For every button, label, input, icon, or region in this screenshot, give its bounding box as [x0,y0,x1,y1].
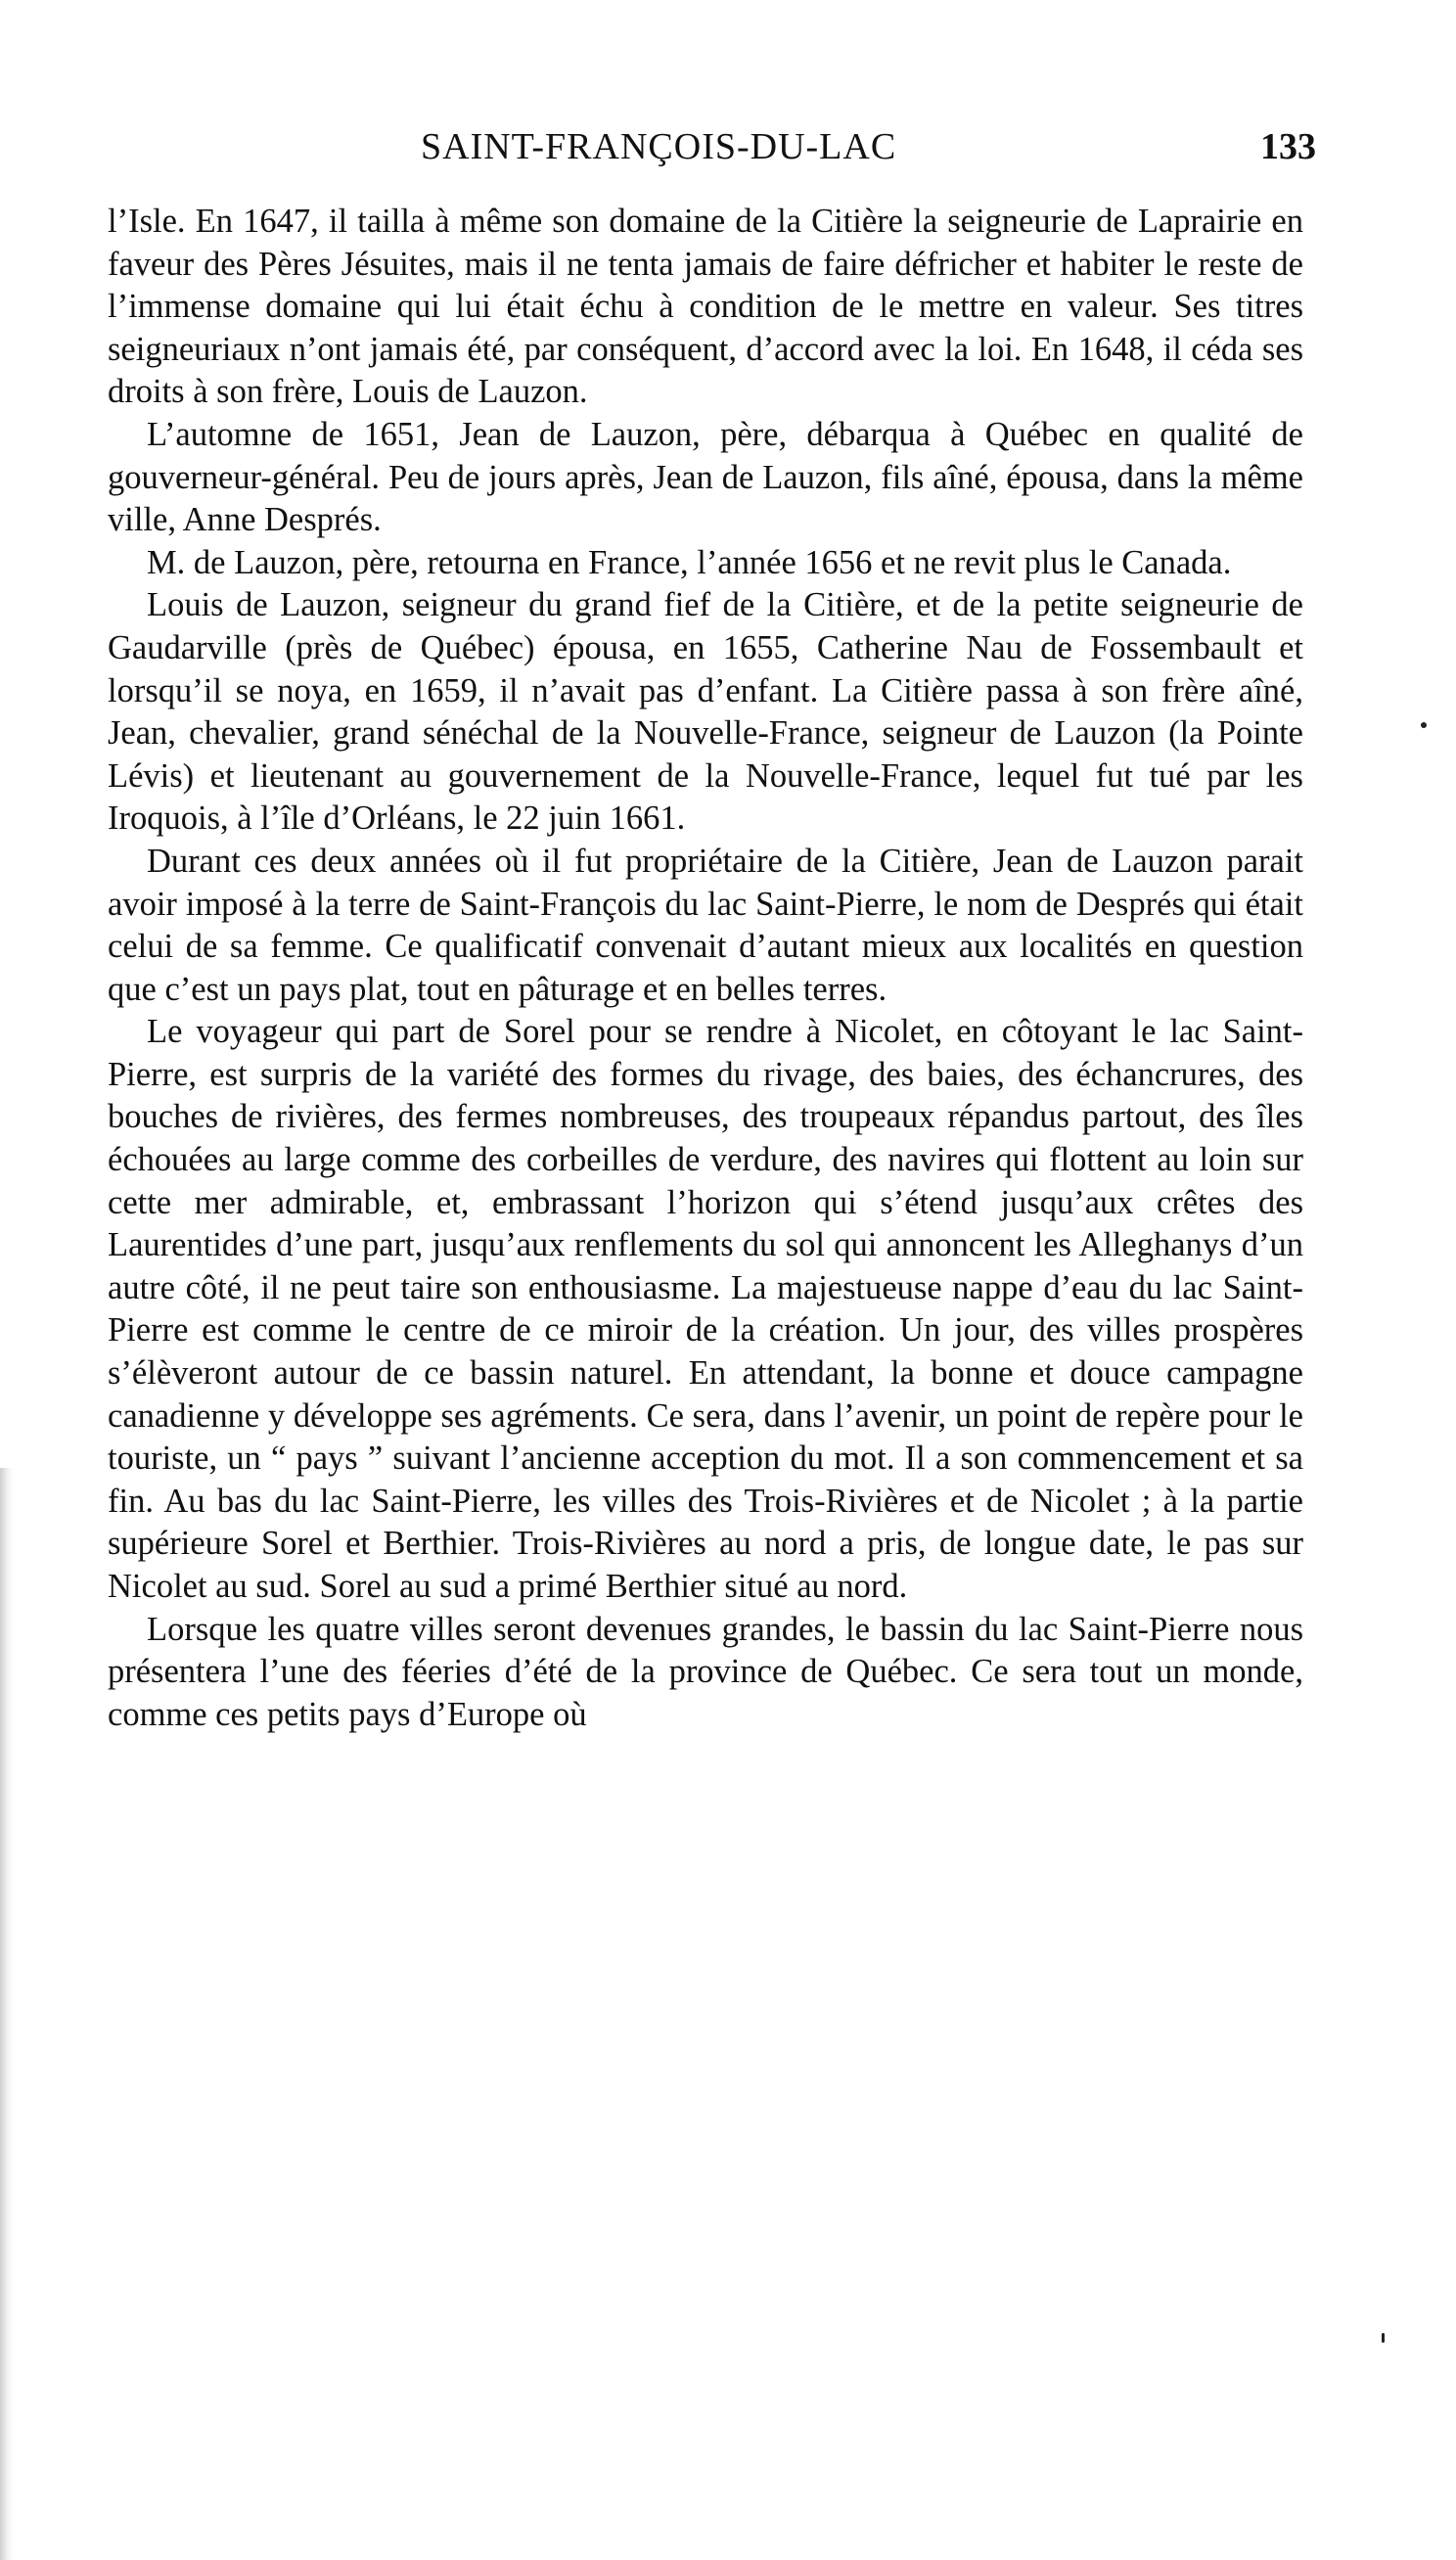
paragraph: Le voyageur qui part de Sorel pour se rendre à Nicolet, en côtoyant le lac Saint-Pierre, est surpris de la variété des formes du rivage, des baies, des échancrures, des bouches de rivières, des fermes nombreuses, des troupeaux répandus partout, des îles échouées au large comme des corbeilles de verdure, des navires qui flottent au loin sur cette mer admirable, et, embrassant l’horizon qui s’étend jusqu’aux crêtes des Laurentides d’une part, jusqu’aux renflements du sol qui annoncent les Alleghanys d’un autre côté, il ne peut taire son enthousiasme. La majestueuse nappe d’eau du lac Saint-Pierre est comme le centre de ce miroir de la création. Un jour, des villes prospères s’élèveront autour de ce bassin naturel. En attendant, la bonne et douce campagne canadienne y développe ses agréments. Ce sera, dans l’avenir, un point de repère pour le touriste, un “ pays ” suivant l’ancienne acception du mot. Il a son commencement et sa fin. Au bas du lac Saint-Pierre, les villes des Trois-Rivières et de Nicolet ; à la partie supérieure Sorel et Berthier. Trois-Rivières au nord a pris, de longue date, le pas sur Nicolet au sud. Sorel au sud a primé Berthier situé au nord. [108,1013,1303,1605]
paragraph: l’Isle. En 1647, il tailla à même son domaine de la Citière la seigneurie de Laprairie en faveur des Pères Jésuites, mais il ne tenta jamais de faire défricher et habiter le reste de l’immense domaine qui lui était échu à condition de le mettre en valeur. Ses titres seigneuriaux n’ont jamais été, par conséquent, d’accord avec la loi. En 1648, il céda ses droits à son frère, Louis de Lauzon. [108,203,1303,411]
paragraph: Durant ces deux années où il fut propriétaire de la Citière, Jean de Lauzon parait avoir imposé à la terre de Saint-François du lac Saint-Pierre, le nom de Després qui était celui de sa femme. Ce qualificatif convenait d’autant mieux aux localités en question que c’est un pays plat, tout en pâturage et en belles terres. [108,842,1303,1008]
stray-mark [1382,2333,1385,2343]
scan-edge-shadow [0,1468,14,2560]
paragraph: Louis de Lauzon, seigneur du grand fief de la Citière, et de la petite seigneurie de Gaudarville (près de Québec) épousa, en 1655, Catherine Nau de Fossembault et lorsqu’il se noya, en 1659, il n’avait pas d’enfant. La Citière passa à son frère aîné, Jean, chevalier, grand sénéchal de la Nouvelle-France, seigneur de Lauzon (la Pointe Lévis) et lieutenant au gouvernement de la Nouvelle-France, lequel fut tué par les Iroquois, à l’île d’Orléans, le 22 juin 1661. [108,586,1303,838]
paragraph: M. de Lauzon, père, retourna en France, l’année 1656 et ne revit plus le Canada. [147,543,1232,581]
running-head: SAINT-FRANÇOIS-DU-LAC [421,126,897,167]
paragraph: Lorsque les quatre villes seront devenues grandes, le bassin du lac Saint-Pierre nous présentera l’une des féeries d’été de la province de Québec. Ce sera tout un monde, comme ces petits pays d’Europe où [108,1610,1303,1733]
stray-mark [1421,722,1427,728]
page-header [127,125,1316,184]
body-text [108,201,1303,1736]
page-number: 133 [1260,126,1316,167]
paragraph: L’automne de 1651, Jean de Lauzon, père, débarqua à Québec en qualité de gouverneur-général. Peu de jours après, Jean de Lauzon, fils aîné, épousa, dans la même ville, Anne Després. [108,415,1303,539]
